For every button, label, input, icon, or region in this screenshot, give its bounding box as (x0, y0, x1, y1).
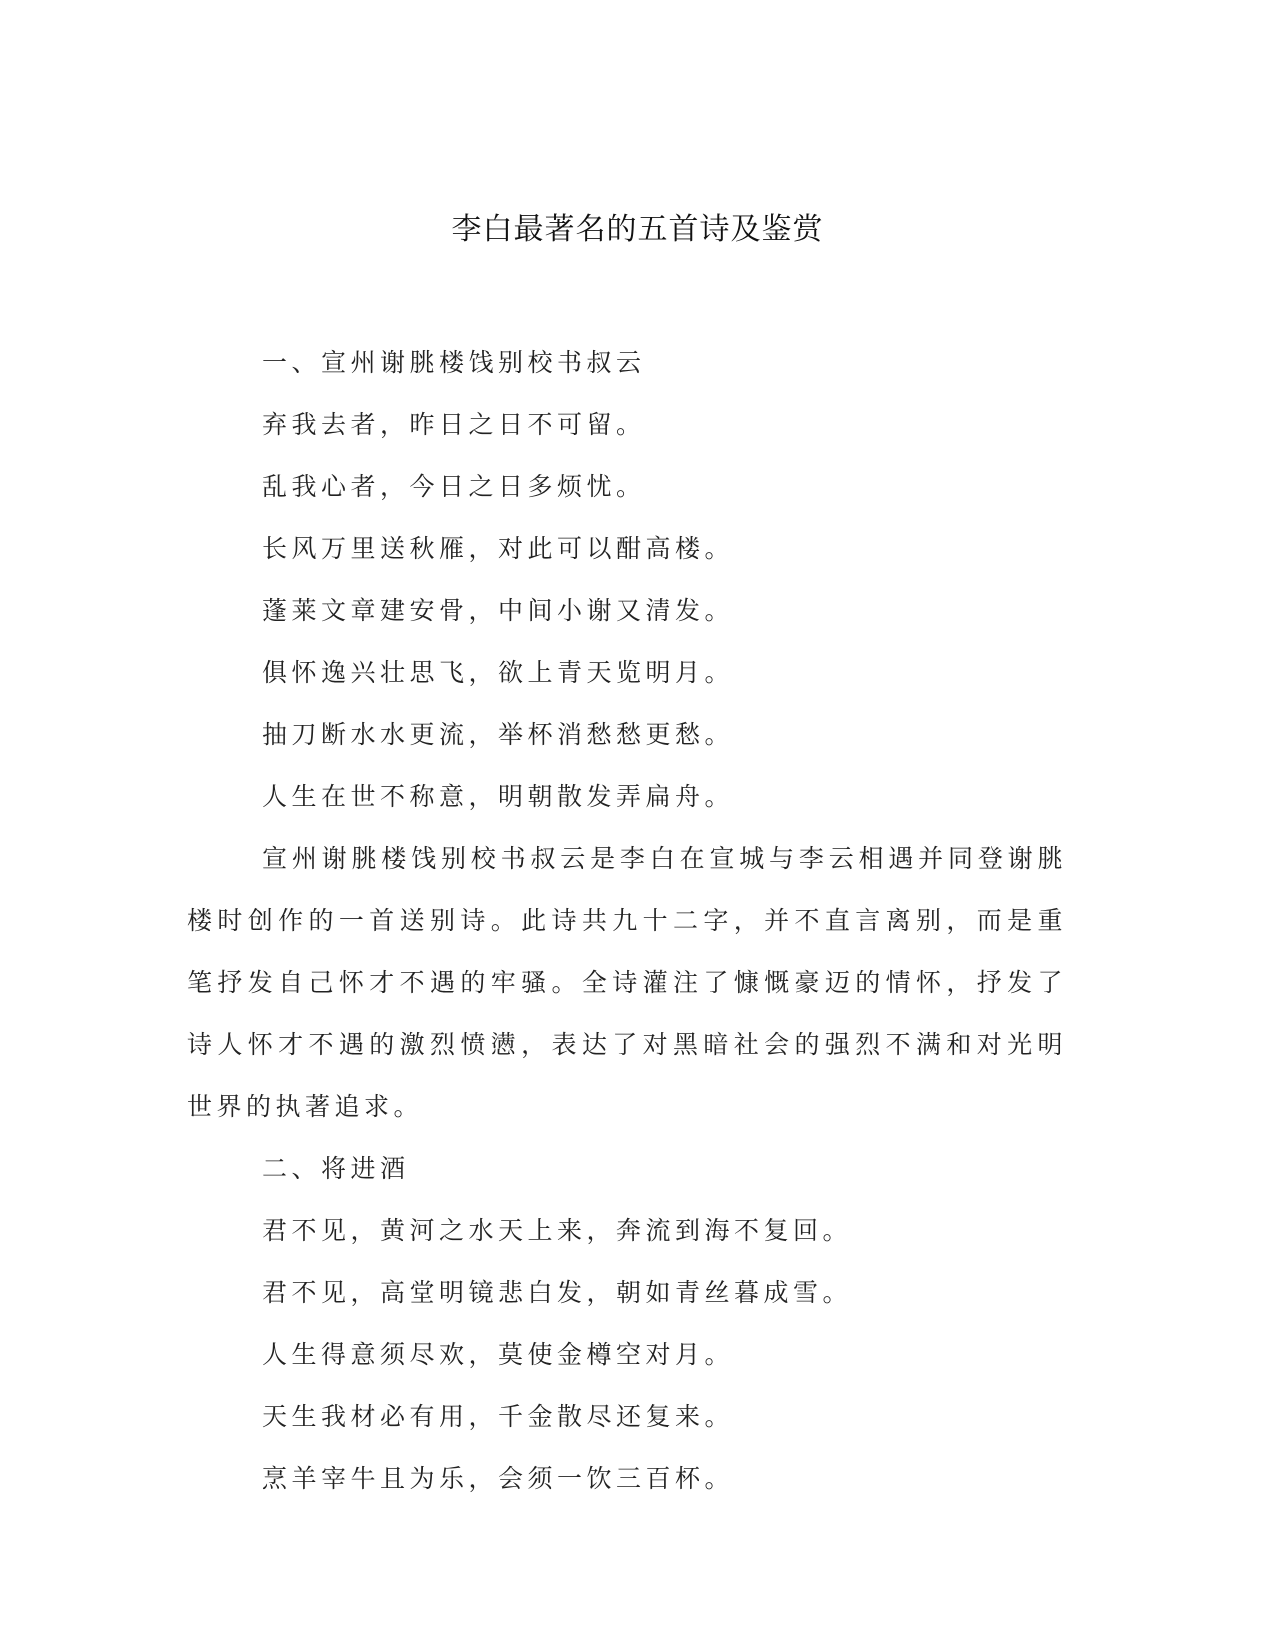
section-heading: 一、宣州谢朓楼饯别校书叔云 (262, 348, 646, 377)
poem-line: 烹羊宰牛且为乐，会须一饮三百杯。 (262, 1464, 735, 1493)
poem-line: 乱我心者，今日之日多烦忧。 (262, 472, 646, 501)
poem-line: 蓬莱文章建安骨，中间小谢又清发。 (262, 596, 735, 625)
poem-line: 俱怀逸兴壮思飞，欲上青天览明月。 (262, 658, 735, 687)
poem-line: 君不见，黄河之水天上来，奔流到海不复回。 (262, 1216, 853, 1245)
poem-line: 抽刀断水水更流，举杯消愁愁更愁。 (262, 720, 735, 749)
poem-line: 弃我去者，昨日之日不可留。 (262, 410, 646, 439)
poem-line: 人生得意须尽欢，莫使金樽空对月。 (262, 1340, 735, 1369)
commentary-paragraph: 宣州谢朓楼饯别校书叔云是李白在宣城与李云相遇并同登谢朓楼时创作的一首送别诗。此诗共九十二字，并不直言离别，而是重笔抒发自己怀才不遇的牢骚。全诗灌注了慷慨豪迈的情怀，抒发了诗人怀才不遇的激烈愤懑，表达了对黑暗社会的强烈不满和对光明世界的执著追求。 (187, 844, 1067, 1121)
document-body (187, 332, 1067, 1510)
poem-line: 长风万里送秋雁，对此可以酣高楼。 (262, 534, 735, 563)
poem-line: 天生我材必有用，千金散尽还复来。 (262, 1402, 735, 1431)
document-title: 李白最著名的五首诗及鉴赏 (451, 212, 824, 247)
section-heading: 二、将进酒 (262, 1154, 410, 1183)
poem-line: 君不见，高堂明镜悲白发，朝如青丝暮成雪。 (262, 1278, 853, 1307)
poem-line: 人生在世不称意，明朝散发弄扁舟。 (262, 782, 735, 811)
